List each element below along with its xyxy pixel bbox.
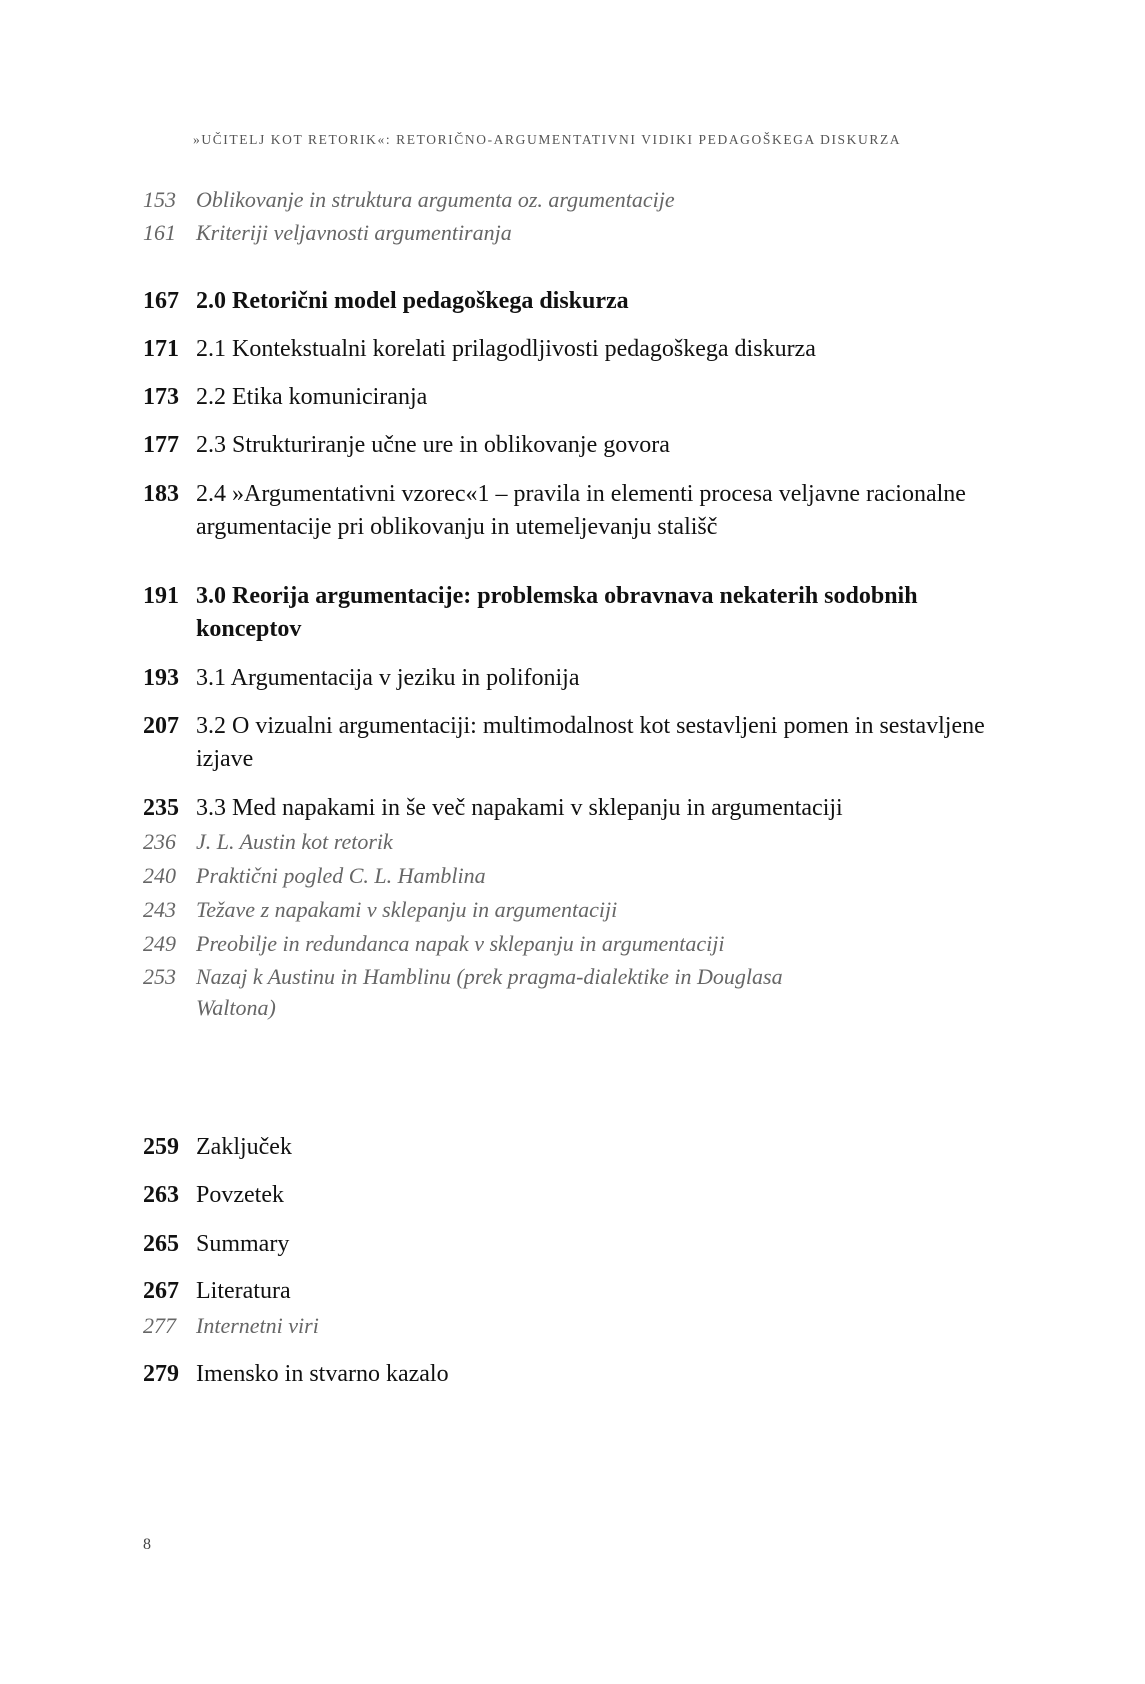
toc-entry[interactable]: [143, 1310, 1003, 1341]
toc-page-number: 173: [143, 384, 179, 410]
toc-page-number: 236: [143, 829, 176, 854]
toc-title: Summary: [196, 1231, 290, 1257]
toc-page-number: 207: [143, 713, 179, 739]
toc-page-number: 240: [143, 863, 176, 888]
toc-entry[interactable]: [143, 860, 1003, 891]
toc-title: J. L. Austin kot retorik: [196, 829, 393, 854]
toc-title: 3.2 O vizualni argumentaciji: multimodalnost kot sestavljeni pomen in sestavljene izjave: [196, 713, 985, 772]
toc-entry[interactable]: [143, 792, 1003, 825]
toc-entry[interactable]: [143, 381, 1003, 414]
toc-page-number: 265: [143, 1231, 179, 1257]
toc-entry[interactable]: [143, 285, 1003, 318]
toc-title: Težave z napakami v sklepanju in argumentaciji: [196, 897, 618, 922]
toc-title: 2.1 Kontekstualni korelati prilagodljivosti pedagoškega diskurza: [196, 336, 816, 362]
toc-page-number: 263: [143, 1182, 179, 1208]
toc-title: Internetni viri: [196, 1313, 319, 1338]
toc-entry[interactable]: [143, 478, 973, 544]
toc-page-number: 171: [143, 336, 179, 362]
page-number: 8: [143, 1536, 151, 1553]
toc-page-number: 177: [143, 432, 179, 458]
toc-page-number: 191: [143, 583, 179, 609]
toc-title: Praktični pogled C. L. Hamblina: [196, 863, 486, 888]
toc-entry[interactable]: [143, 184, 1003, 215]
toc-entry[interactable]: [143, 662, 1003, 695]
toc-page-number: 243: [143, 897, 176, 922]
toc-title: 3.3 Med napakami in še več napakami v sklepanju in argumentaciji: [196, 795, 843, 821]
toc-entry[interactable]: [143, 894, 1003, 925]
toc-page-number: 153: [143, 187, 176, 212]
toc-page-number: 267: [143, 1278, 179, 1304]
toc-page-number: 279: [143, 1361, 179, 1387]
toc-title: 2.2 Etika komuniciranja: [196, 384, 428, 410]
toc-page-number: 277: [143, 1313, 176, 1338]
toc-title: Preobilje in redundanca napak v sklepanju in argumentaciji: [196, 931, 725, 956]
toc-title: 2.4 »Argumentativni vzorec«1 – pravila in elementi procesa veljavne racionalne argumentacije pri oblikovanju in utemeljevanju stališč: [196, 481, 966, 540]
toc-entry[interactable]: [143, 710, 988, 776]
toc-entry[interactable]: [143, 429, 1003, 462]
toc-entry[interactable]: [143, 928, 1003, 959]
toc-title: Zaključek: [196, 1134, 292, 1160]
toc-entry[interactable]: [143, 1275, 1003, 1308]
toc-title: Oblikovanje in struktura argumenta oz. argumentacije: [196, 187, 675, 212]
toc-title: 2.3 Strukturiranje učne ure in oblikovanje govora: [196, 432, 670, 458]
toc-entry[interactable]: [143, 333, 1003, 366]
toc-page-number: 253: [143, 964, 176, 989]
toc-entry[interactable]: [143, 1131, 1003, 1164]
toc-title: Kriteriji veljavnosti argumentiranja: [196, 220, 512, 245]
toc-page-number: 161: [143, 220, 176, 245]
toc-title: 3.0 Reorija argumentacije: problemska obravnava nekaterih sodobnih konceptov: [196, 583, 918, 642]
toc-page-number: 167: [143, 288, 179, 314]
running-head: »UČITELJ KOT RETORIK«: RETORIČNO-ARGUMENTATIVNI VIDIKI PEDAGOŠKEGA DISKURZA: [193, 132, 902, 147]
toc-title: Imensko in stvarno kazalo: [196, 1361, 449, 1387]
toc-title: Literatura: [196, 1278, 291, 1304]
toc-entry[interactable]: [143, 1179, 1003, 1212]
toc-page-number: 235: [143, 795, 179, 821]
toc-title: Nazaj k Austinu in Hamblinu (prek pragma-dialektike in Douglasa Waltona): [196, 964, 783, 1020]
toc-title: 3.1 Argumentacija v jeziku in polifonija: [196, 665, 580, 691]
toc-entry[interactable]: [143, 1358, 1003, 1391]
toc-title: 2.0 Retorični model pedagoškega diskurza: [196, 288, 629, 314]
toc-entry[interactable]: [143, 961, 783, 1023]
toc-page-number: 249: [143, 931, 176, 956]
toc-entry[interactable]: [143, 217, 1003, 248]
toc-page-number: 183: [143, 481, 179, 507]
toc-entry[interactable]: [143, 1228, 1003, 1261]
toc-page-number: 259: [143, 1134, 179, 1160]
toc-page-number: 193: [143, 665, 179, 691]
toc-entry[interactable]: [143, 580, 923, 646]
toc-title: Povzetek: [196, 1182, 284, 1208]
toc-entry[interactable]: [143, 826, 1003, 857]
